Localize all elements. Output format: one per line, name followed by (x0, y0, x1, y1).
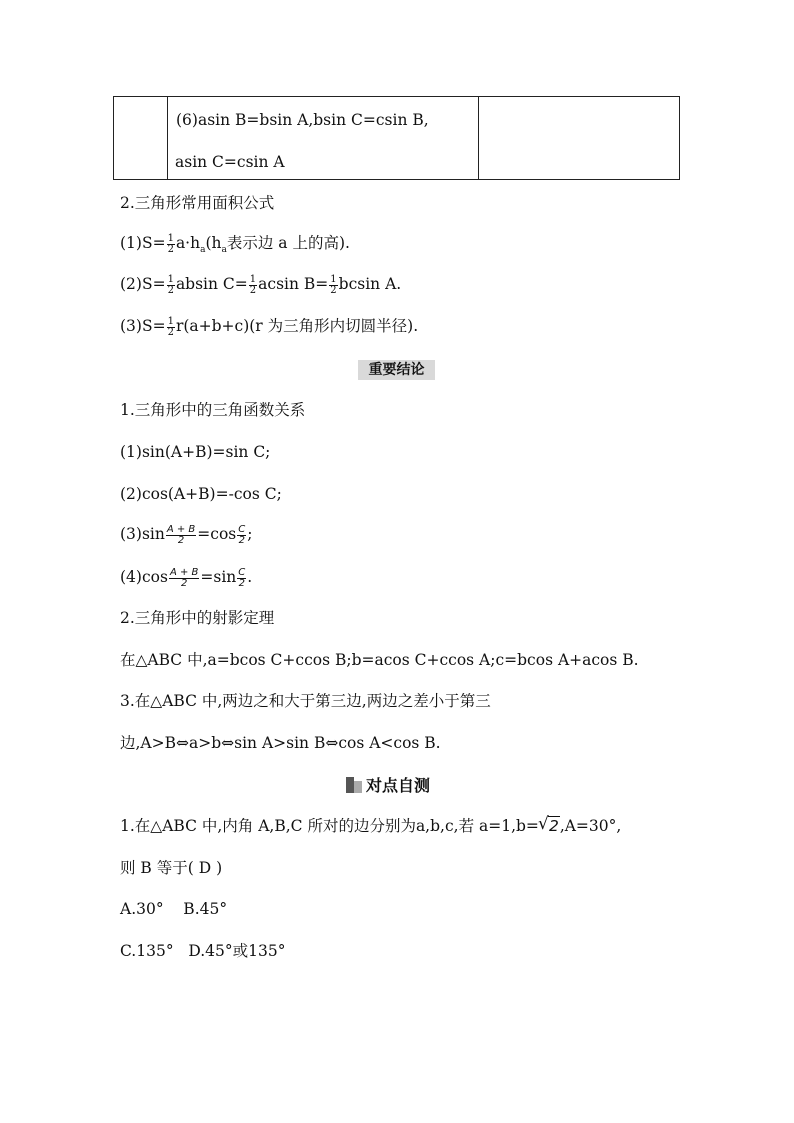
table-cell-line-1: (6)asin B=bsin A,bsin C=csin B, (176, 111, 429, 129)
conclusion-heading-2: 2.三角形中的射影定理 (120, 609, 275, 627)
half-fraction: $\frac{1}{2}$ (167, 232, 174, 255)
conclusion-3-line-1: 3.在△ABC 中,两边之和大于第三边,两边之差小于第三 (120, 692, 491, 710)
half-fraction: $\frac{1}{2}$ (249, 273, 257, 296)
area-formula-1: (1)S= $\frac{1}{2}$ $a\cdot h_a(h_a$表示边 a 上的高). (120, 232, 350, 256)
area-formula-3: (3)S= $\frac{1}{2}$ r(a+b+c)(r 为三角形内切圆半径). (120, 315, 419, 338)
area-formula-2: (2)S= $\frac{1}{2}$ absin C= $\frac{1}{2}$ acsin B= $\frac{1}{2}$ bcsin A. (120, 273, 402, 296)
self-test-heading: 对点自测 (346, 775, 430, 797)
half-angle-sum-fraction: $\frac{A + B}{2}$ (166, 523, 196, 546)
f1-body: a·h (175, 234, 201, 252)
continued-table (113, 96, 680, 180)
conclusion-heading-1: 1.三角形中的三角函数关系 (120, 401, 306, 419)
trig-relation-2: (2)cos(A+B)=-cos C; (120, 485, 282, 503)
conclusion-3-line-2: 边,A>B⇔a>b⇔sin A>sin B⇔cos A<cos B. (120, 734, 441, 752)
sqrt-two: √ 2 (539, 816, 560, 836)
table-empty-cell-right (479, 97, 680, 180)
trig-relation-4: (4)cos $\frac{A + B}{2}$ =sin $\frac{C}{2}$ . (120, 566, 253, 589)
options-c-d: C.135° D.45°或135° (120, 942, 286, 960)
half-fraction: $\frac{1}{2}$ (167, 273, 174, 296)
section-marker-icon (346, 777, 362, 793)
projection-theorem: 在△ABC 中,a=bcos C+ccos B;b=acos C+ccos A;c=bcos A+acos B. (120, 651, 639, 669)
question-1-line-2: 则 B 等于( D ) (120, 859, 223, 877)
key-conclusions-tag: 重要结论 (358, 360, 435, 380)
table-formula-cell (168, 97, 479, 180)
half-fraction: $\frac{1}{2}$ (330, 273, 337, 296)
half-fraction: $\frac{1}{2}$ (167, 315, 174, 338)
options-a-b: A.30° B.45° (120, 900, 228, 918)
trig-relation-3: (3)sin $\frac{A + B}{2}$ =cos $\frac{C}{2}$ ; (120, 523, 253, 546)
half-angle-sum-fraction: $\frac{A + B}{2}$ (169, 566, 199, 589)
half-c-fraction: $\frac{C}{2}$ (238, 523, 246, 546)
half-c-fraction: $\frac{C}{2}$ (238, 566, 246, 589)
table-cell-line-2: asin C=csin A (175, 153, 285, 171)
trig-relation-1: (1)sin(A+B)=sin C; (120, 443, 271, 461)
area-heading: 2.三角形常用面积公式 (120, 194, 275, 212)
f1-prefix: (1)S= (120, 234, 166, 252)
f1-tail: 表示边 a 上的高). (226, 234, 350, 252)
table-empty-cell (114, 97, 168, 180)
question-1-line-1: 1.在△ABC 中,内角 A,B,C 所对的边分别为a,b,c,若 a=1,b=√ 2,A=30°, (120, 816, 621, 836)
